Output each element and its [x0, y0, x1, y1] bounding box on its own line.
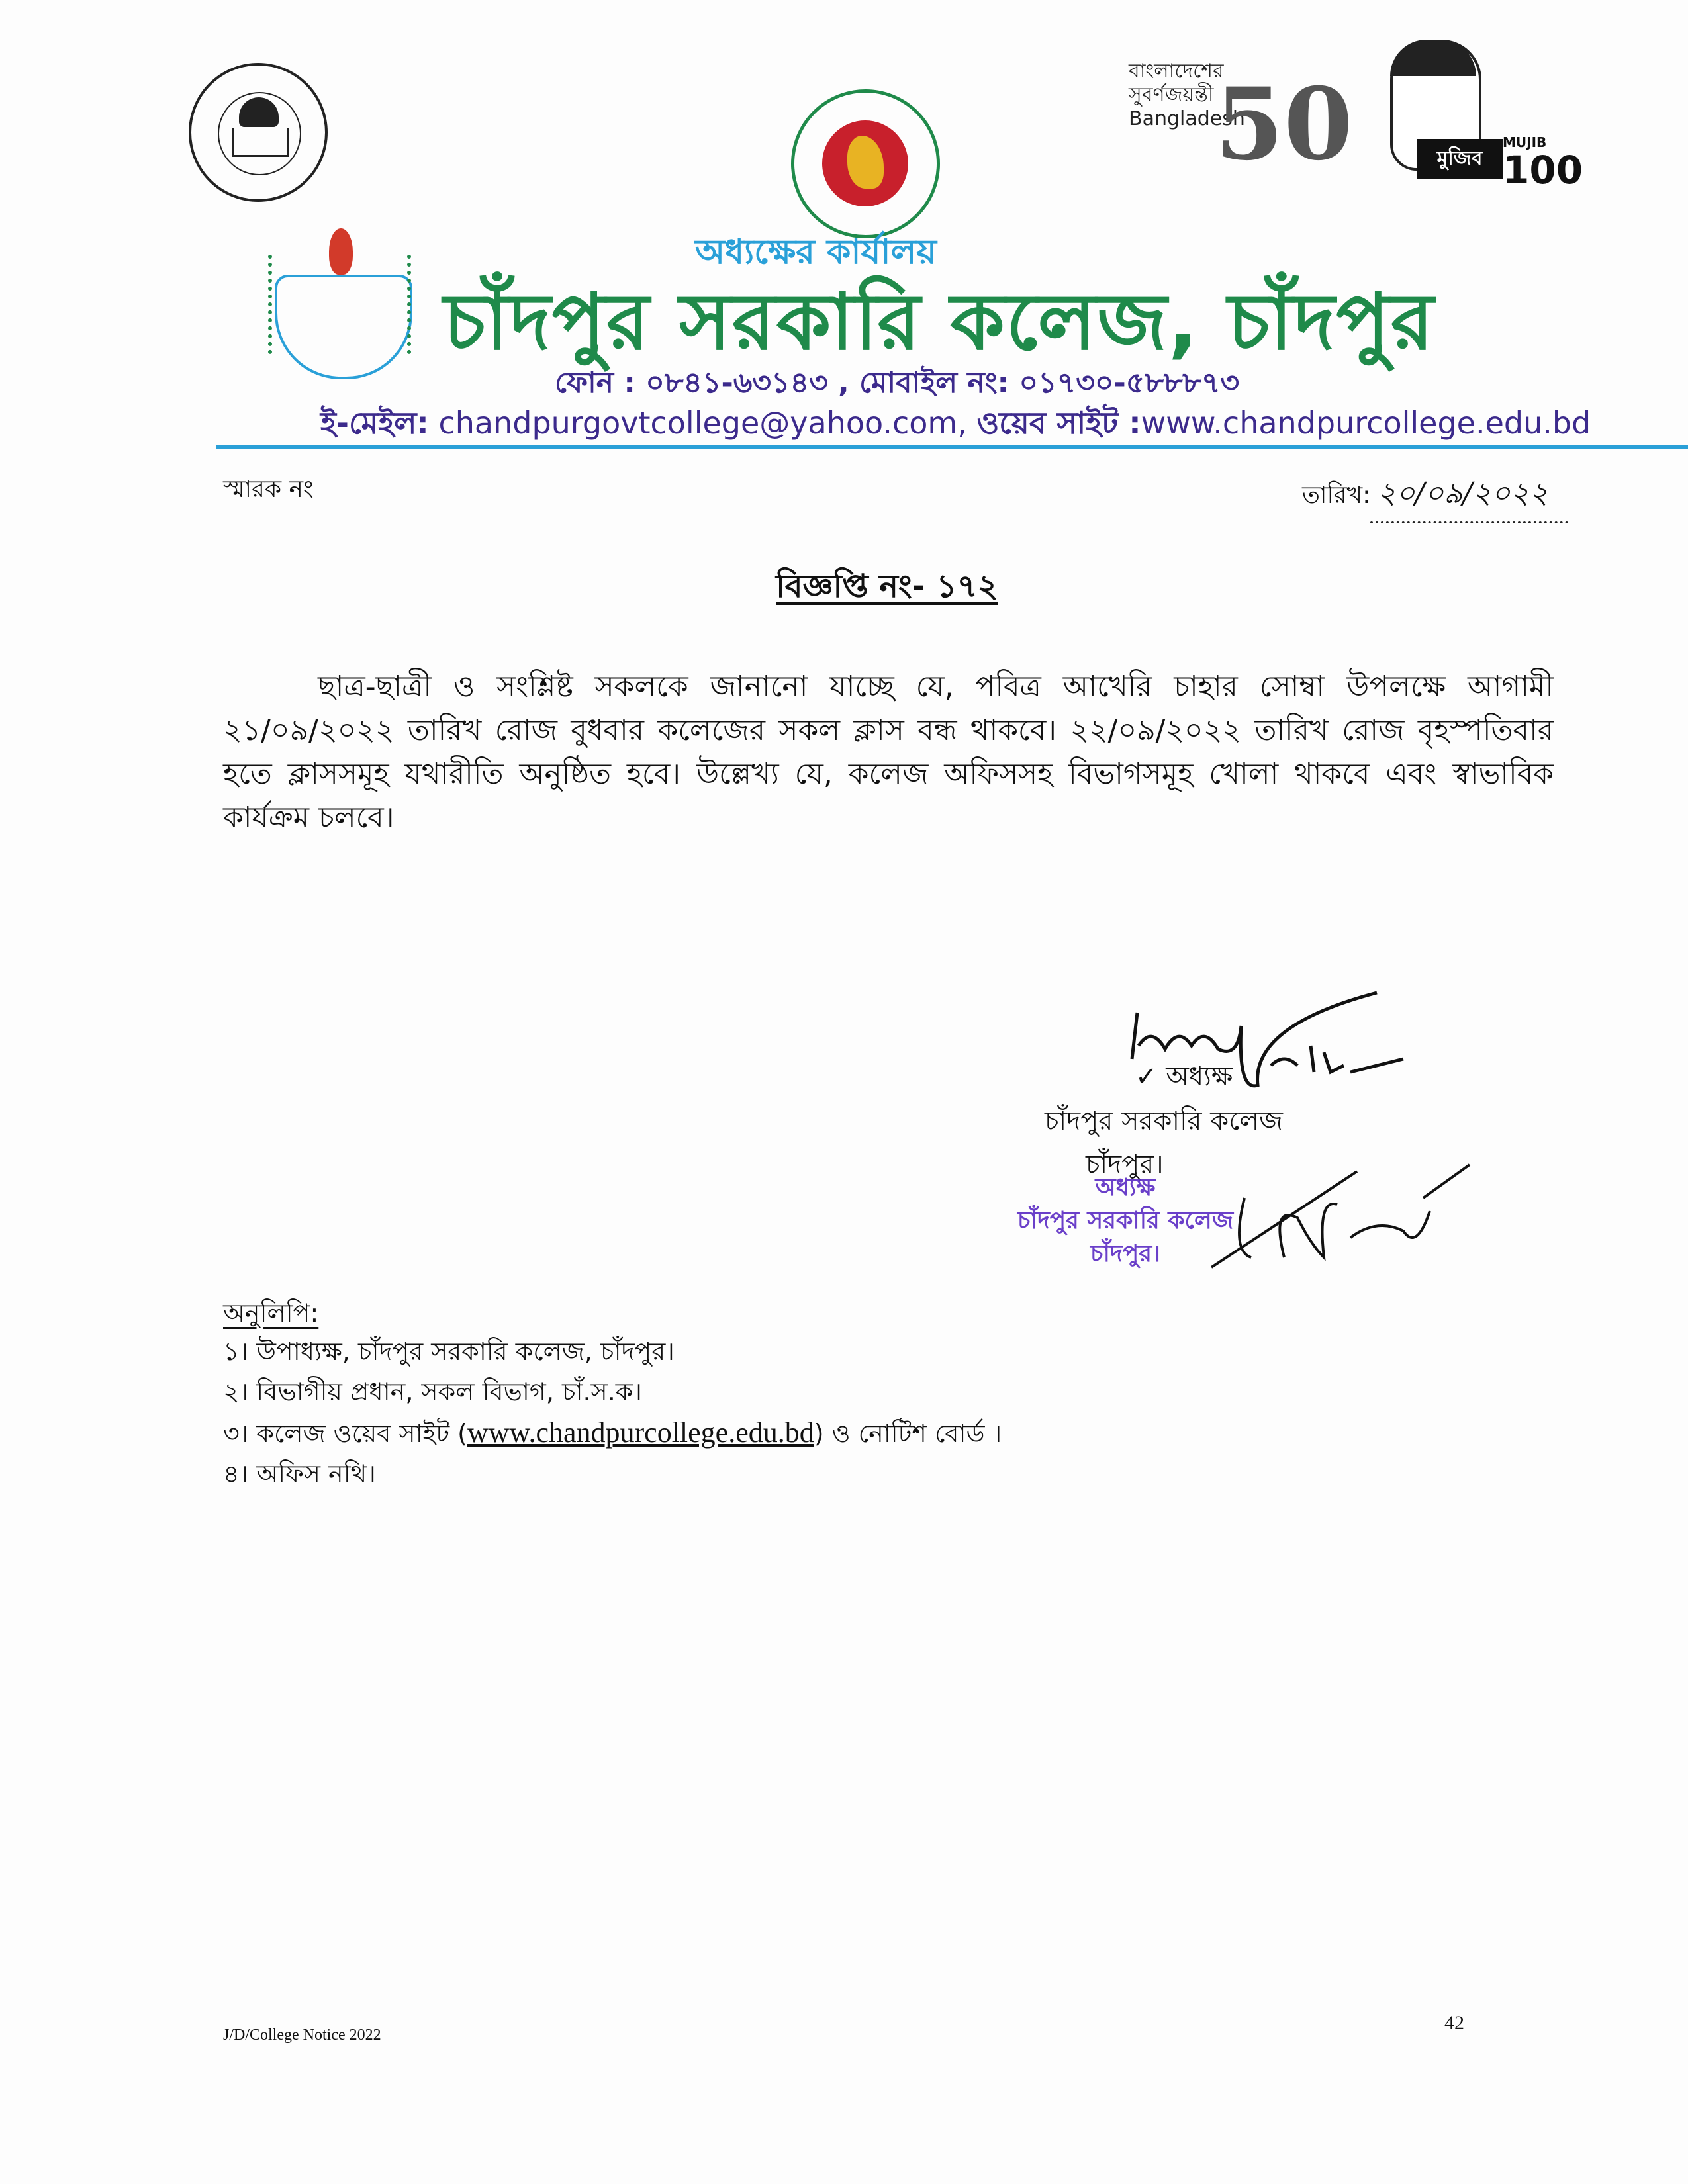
email-link[interactable]: chandpurgovtcollege@yahoo.com, [438, 405, 967, 441]
copies-item: ১। উপাধ্যক্ষ, চাঁদপুর সরকারি কলেজ, চাঁদপুর। [223, 1337, 675, 1366]
contact-line [320, 400, 1591, 451]
date-value: ২০/০৯/২০২২ [1370, 471, 1568, 523]
email-label: ই-মেইল: [320, 405, 429, 441]
date-field [1302, 471, 1568, 523]
government-seal-logo [791, 89, 940, 238]
golden-jubilee-logo [1129, 60, 1353, 185]
page-number: 42 [1444, 2012, 1464, 2034]
jubilee-50: 50 [1215, 66, 1353, 183]
mujib-100-text: MUJIB 100 [1503, 134, 1583, 193]
website-link[interactable]: www.chandpurcollege.edu.bd [1141, 405, 1591, 441]
footer-reference: J/D/College Notice 2022 [223, 2026, 381, 2044]
header-divider [216, 445, 1688, 449]
jubilee-text-2: সুবর্ণজয়ন্তী [1129, 83, 1214, 107]
signatory-institution: চাঁদপুর সরকারি কলেজ [1045, 1106, 1283, 1136]
signatory-city: চাঁদপুর। [1086, 1150, 1164, 1180]
designation: ✓ অধ্যক্ষ [1135, 1062, 1233, 1092]
copies-item: ৩। কলেজ ওয়েব সাইট (www.chandpurcollege.edu.bd) ও নোটিশ বোর্ড । [223, 1416, 1002, 1449]
official-stamp: অধ্যক্ষ চাঁদপুর সরকারি কলেজ চাঁদপুর। [1017, 1174, 1234, 1267]
copies-heading: অনুলিপি: [223, 1298, 319, 1328]
mujib-100-logo [1364, 40, 1589, 193]
office-title: অধ্যক্ষের কার্যালয় [695, 232, 937, 272]
phone-line: ফোন : ০৮৪১-৬৩১৪৩ , মোবাইল নং: ০১৭৩০-৫৮৮৮৭৩ [555, 366, 1240, 400]
jubilee-text-3: Bangladesh [1129, 107, 1245, 130]
college-name: চাঁদপুর সরকারি কলেজ, চাঁদপুর [444, 276, 1435, 367]
copies-item: ৪। অফিস নথি। [223, 1459, 376, 1488]
college-emblem-logo [255, 228, 427, 381]
mujib-badge: মুজিব [1417, 139, 1503, 179]
website-label: ওয়েব সাইট : [976, 405, 1141, 441]
notice-body: ছাত্র-ছাত্রী ও সংশ্লিষ্ট সকলকে জানানো যাচ্ছে যে, পবিত্র আখেরি চাহার সোম্বা উপলক্ষে আগামী ২১/০৯/২০২২ তারিখ রোজ বুধবার কলেজের সকল ক্লাস বন্ধ থাকবে। ২২/০৯/২০২২ তারিখ রোজ বৃহস্পতিবার হতে ক্লাসসমূহ যথারীতি অনুষ্ঠিত হবে। উল্লেখ্য যে, কলেজ অফিসসহ বিভাগসমূহ খোলা থাকবে এবং স্বাভাবিক কার্যক্রম চলবে। [223, 670, 1554, 835]
memo-number-label: স্মারক নং [223, 476, 314, 503]
jubilee-text-1: বাংলাদেশের [1129, 60, 1224, 83]
notice-title: বিজ্ঞপ্তি নং- ১৭২ [776, 568, 998, 605]
endorsement-signature [1205, 1158, 1483, 1284]
website-link[interactable]: www.chandpurcollege.edu.bd [467, 1416, 814, 1449]
date-label: তারিখ: [1302, 482, 1371, 509]
copies-list [223, 1332, 1002, 1494]
education-seal-logo [189, 63, 328, 202]
copies-item: ২। বিভাগীয় প্রধান, সকল বিভাগ, চাঁ.স.ক। [223, 1377, 642, 1406]
